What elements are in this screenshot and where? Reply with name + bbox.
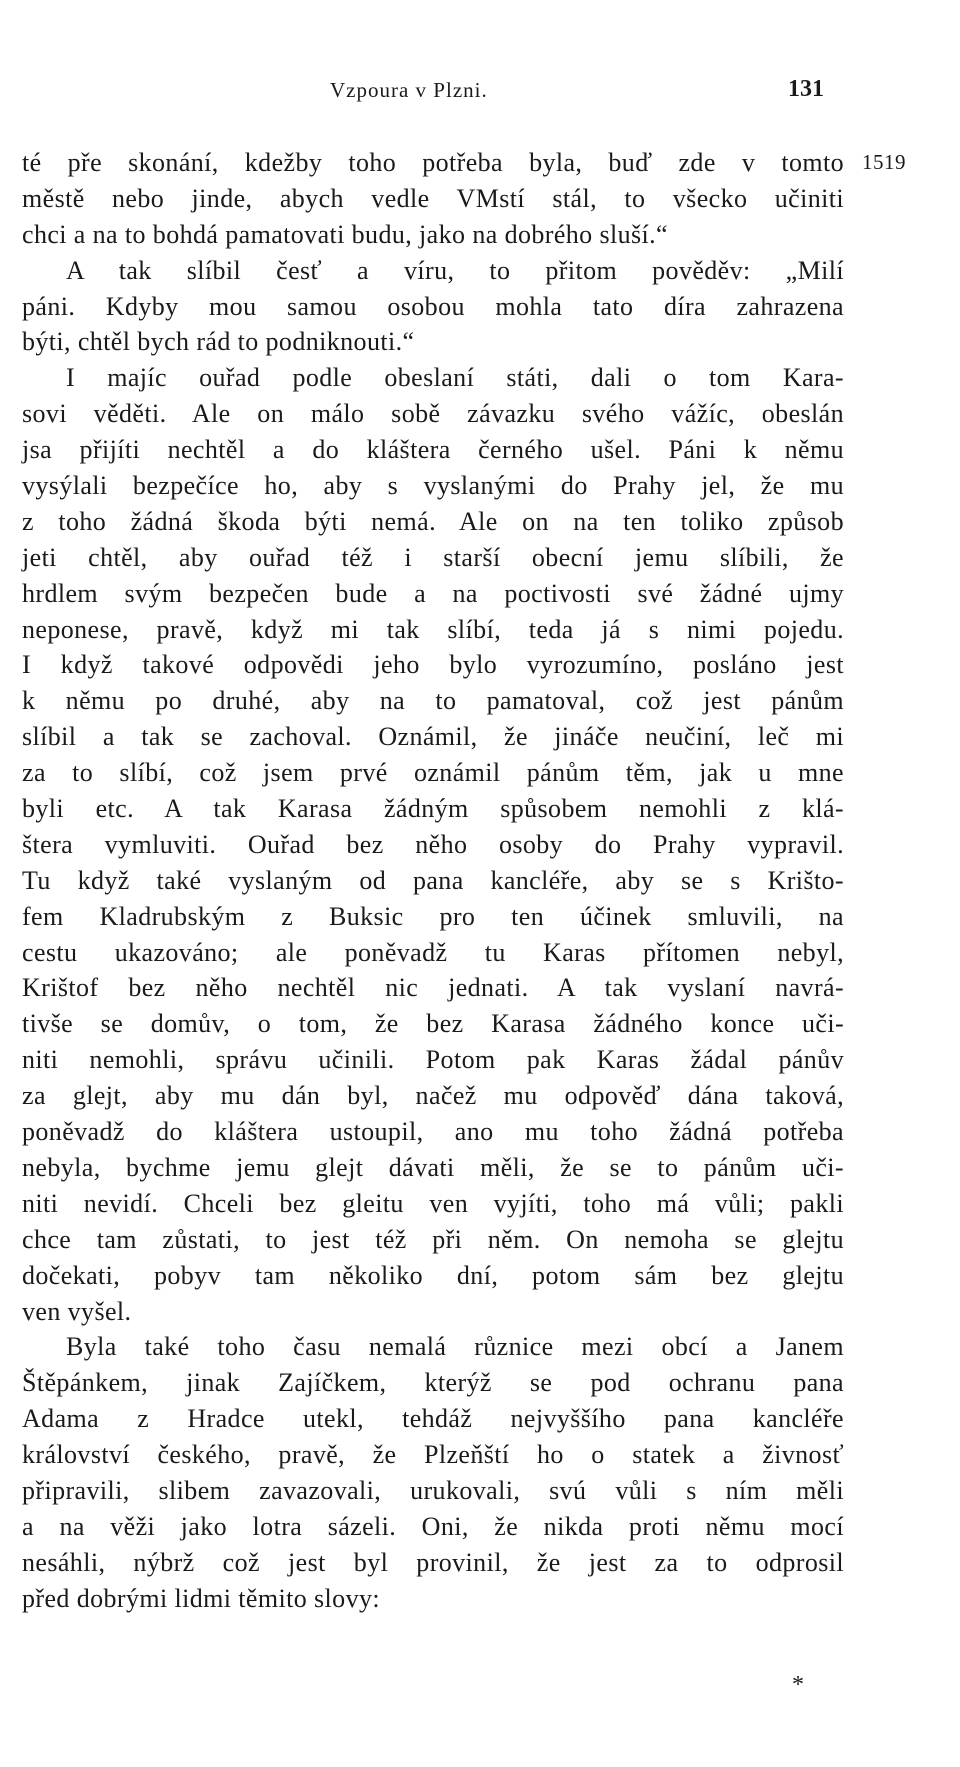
- text-line: chci a na to bohdá pamatovati budu, jako na dobrého sluší.“: [22, 219, 668, 249]
- text-line: za glejt, aby mu dán byl, načež mu odpověď dána taková,: [22, 1081, 844, 1111]
- text-line: páni. Kdyby mou samou osobou mohla tato díra zahrazena: [22, 291, 844, 321]
- text-line: jsa přijíti nechtěl a do kláštera černého ušel. Páni k němu: [22, 435, 844, 465]
- body-text: [22, 145, 844, 1617]
- text-line: Adama z Hradce utekl, tehdáž nejvyššího pana kancléře: [22, 1404, 844, 1434]
- text-line: městě nebo jinde, abych vedle VMstí stál, to všecko učiniti: [22, 183, 844, 213]
- text-line: sovi věděti. Ale on málo sobě závazku svého vážíc, obeslán: [22, 399, 844, 429]
- text-line: I majíc ouřad podle obeslaní státi, dali o tom Kara-: [66, 363, 844, 393]
- text-line: před dobrými lidmi těmito slovy:: [22, 1583, 380, 1613]
- text-line: té pře skonání, kdežby toho potřeba byla, buď zde v tomto: [22, 148, 844, 177]
- text-line: ven vyšel.: [22, 1296, 132, 1326]
- text-line: chce tam zůstati, to jest též při něm. On nemoha se glejtu: [22, 1224, 844, 1254]
- text-line: z toho žádná škoda býti nemá. Ale on na ten toliko způsob: [22, 506, 844, 536]
- text-line: Krištof bez něho nechtěl nic jednati. A tak vyslaní navrá-: [22, 973, 844, 1003]
- text-line: A tak slíbil česť a víru, to přitom pověděv: „Milí: [66, 255, 844, 285]
- margin-year-note: 1519: [862, 150, 906, 174]
- footnote-asterisk-icon: *: [792, 1672, 804, 1698]
- text-line: niti nevidí. Chceli bez gleitu ven vyjíti, toho má vůli; pakli: [22, 1188, 844, 1218]
- text-line: království českého, pravě, že Plzeňští ho o statek a živnosť: [22, 1440, 844, 1470]
- text-line: tivše se domův, o tom, že bez Karasa žádného konce uči-: [22, 1009, 844, 1039]
- text-line: připravili, slibem zavazovali, urukovali, svú vůli s ním měli: [22, 1475, 844, 1505]
- running-head: [0, 78, 960, 108]
- text-line: hrdlem svým bezpečen bude a na poctivosti své žádné ujmy: [22, 578, 844, 608]
- text-line: slíbil a tak se zachoval. Oznámil, že jináče neučiní, leč mi: [22, 722, 844, 752]
- text-line: cestu ukazováno; ale poněvadž tu Karas přítomen nebyl,: [22, 937, 844, 967]
- text-line: neponese, pravě, když mi tak slíbí, teda já s nimi pojedu.: [22, 614, 844, 644]
- text-line: Byla také toho času nemalá různice mezi obcí a Janem: [66, 1332, 844, 1362]
- text-line: Štěpánkem, jinak Zajíčkem, kterýž se pod ochranu pana: [22, 1368, 844, 1398]
- text-line: k němu po druhé, aby na to pamatoval, což jest pánům: [22, 686, 844, 716]
- text-line: niti nemohli, správu učinili. Potom pak Karas žádal pánův: [22, 1045, 844, 1075]
- running-title: Vzpoura v Plzni.: [330, 78, 488, 102]
- text-line: za to slíbí, což jsem prvé oznámil pánům těm, jak u mne: [22, 758, 844, 788]
- text-line: býti, chtěl bych rád to podniknouti.“: [22, 327, 415, 357]
- text-line: poněvadž do kláštera ustoupil, ano mu toho žádná potřeba: [22, 1117, 844, 1147]
- text-line: fem Kladrubským z Buksic pro ten účinek smluvili, na: [22, 901, 844, 931]
- text-line: a na věži jako lotra sázeli. Oni, že nikda proti němu mocí: [22, 1511, 844, 1541]
- text-line: nesáhli, nýbrž což jest byl provinil, že jest za to odprosil: [22, 1547, 844, 1577]
- text-line: vysýlali bezpečíce ho, aby s vyslanými do Prahy jel, že mu: [22, 471, 844, 501]
- text-line: I když takové odpovědi jeho bylo vyrozumíno, posláno jest: [22, 650, 844, 680]
- text-line: byli etc. A tak Karasa žádným spůsobem nemohli z klá-: [22, 794, 844, 824]
- text-line: nebyla, bychme jemu glejt dávati měli, že se to pánům uči-: [22, 1152, 844, 1182]
- text-line: Tu když také vyslaným od pana kancléře, aby se s Krišto-: [22, 865, 844, 895]
- text-line: dočekati, pobyv tam několiko dní, potom sám bez glejtu: [22, 1260, 844, 1290]
- text-line: štera vymluviti. Ouřad bez něho osoby do Prahy vypravil.: [22, 829, 844, 859]
- page-number: 131: [788, 76, 824, 102]
- text-line: jeti chtěl, aby ouřad též i starší obecní jemu slíbili, že: [22, 542, 844, 572]
